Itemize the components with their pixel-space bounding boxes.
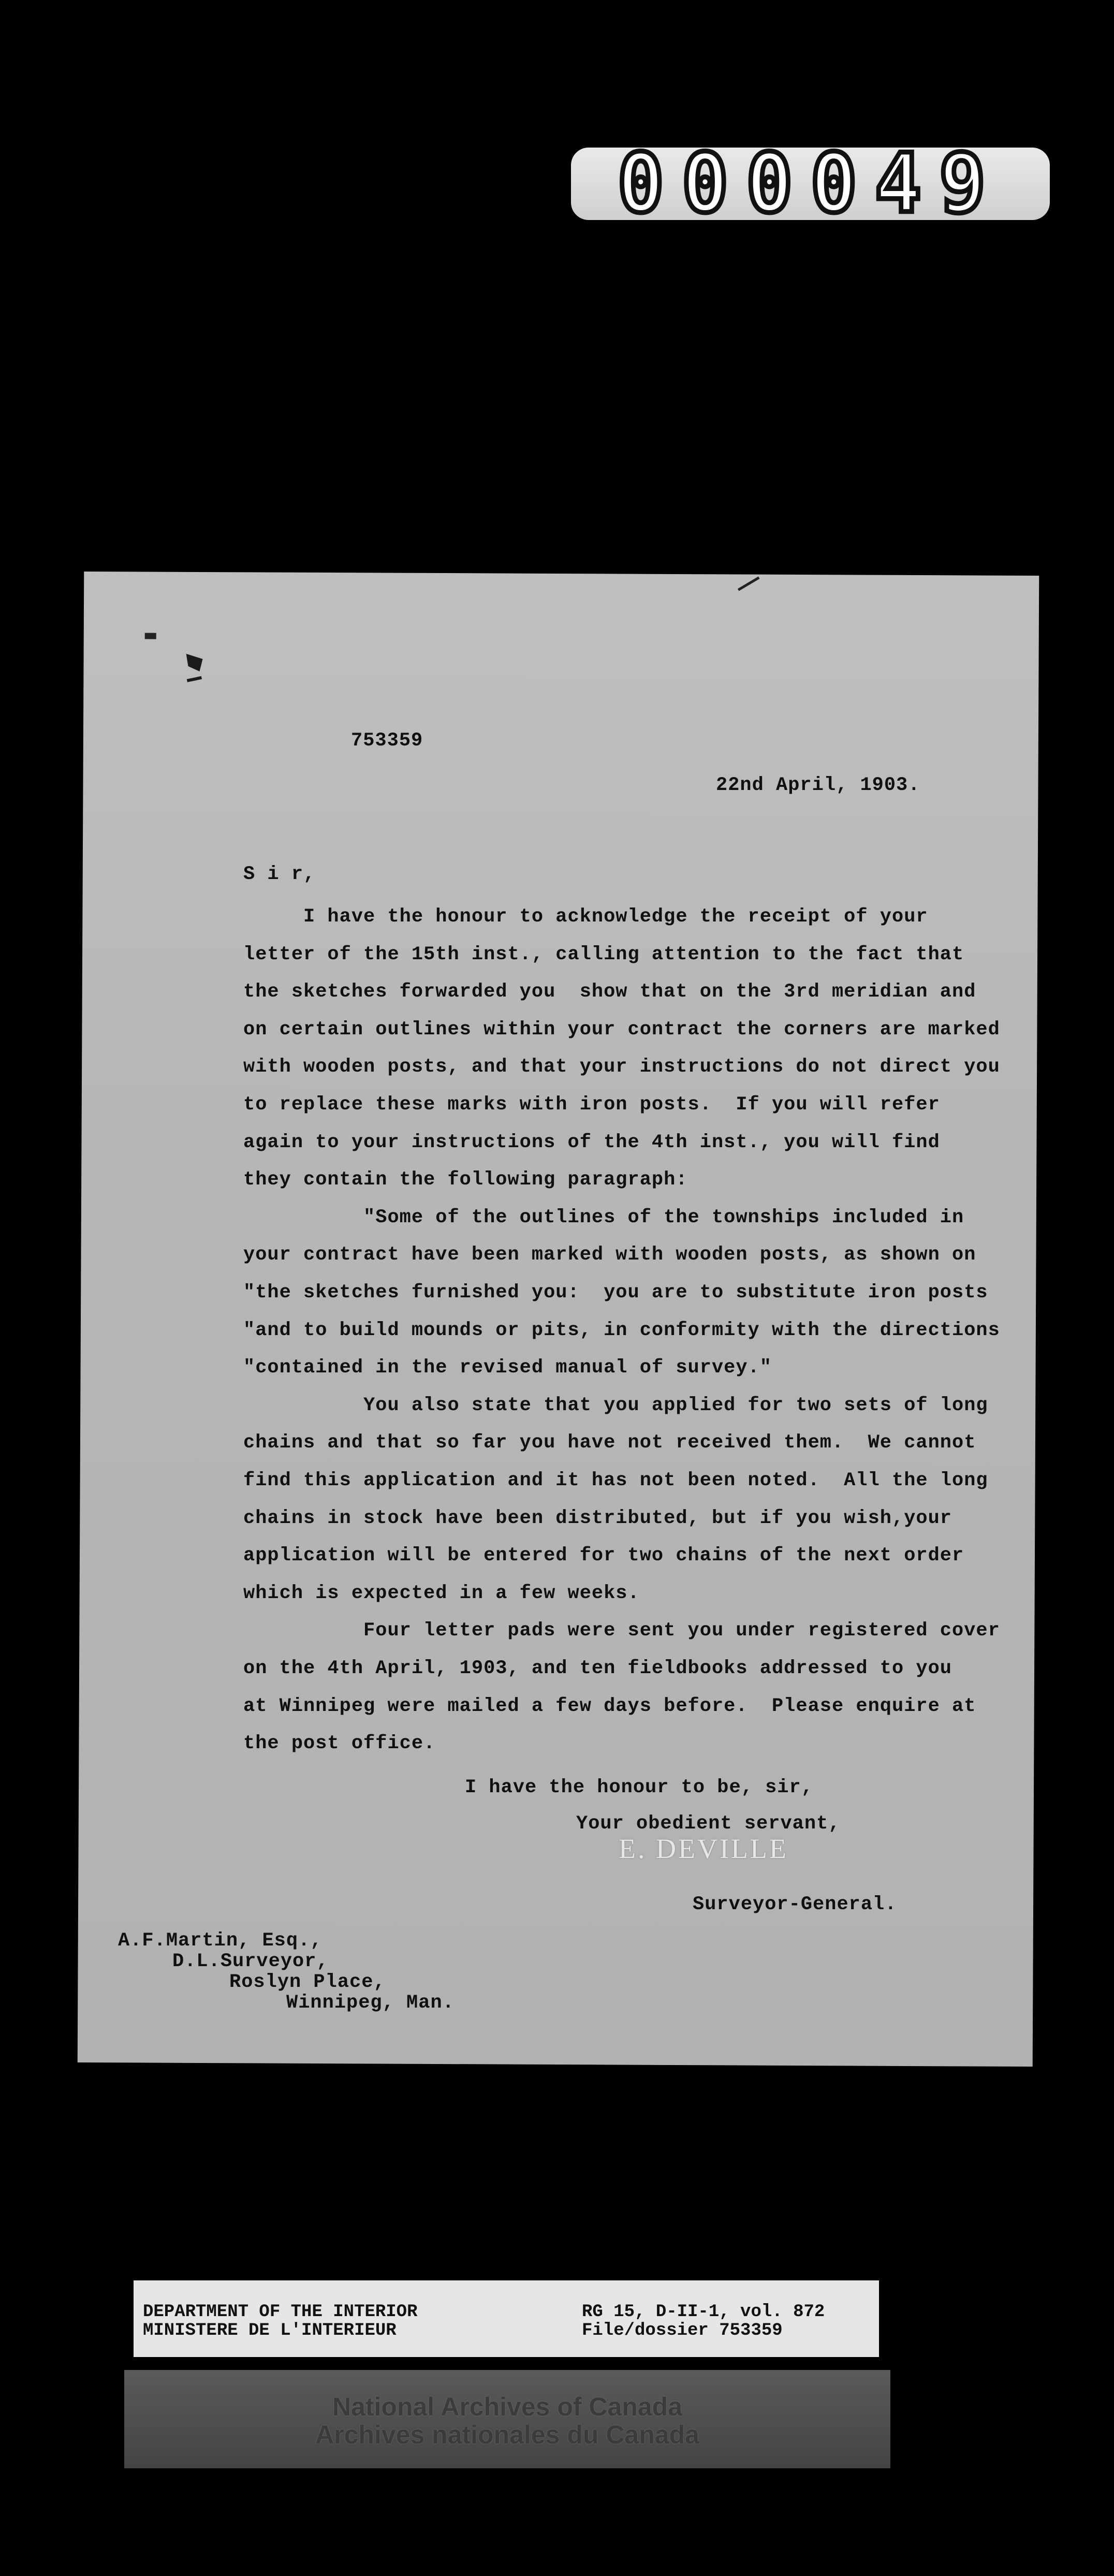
body-line: find this application and it has not been noted. All the long bbox=[243, 1470, 988, 1491]
addressee-city: Winnipeg, Man. bbox=[286, 1992, 455, 2014]
file-dossier-reference: File/dossier 753359 bbox=[582, 2321, 783, 2340]
body-line: which is expected in a few weeks. bbox=[243, 1583, 640, 1604]
archive-label bbox=[134, 2280, 879, 2357]
signatory-title: Surveyor-General. bbox=[693, 1894, 897, 1915]
body-line: chains and that so far you have not received them. We cannot bbox=[243, 1432, 976, 1454]
body-line: they contain the following paragraph: bbox=[243, 1169, 688, 1191]
body-line: "the sketches furnished you: you are to substitute iron posts bbox=[243, 1282, 988, 1304]
body-line: "and to build mounds or pits, in conformity with the directions bbox=[243, 1320, 1000, 1341]
department-english: DEPARTMENT OF THE INTERIOR bbox=[143, 2302, 418, 2322]
archive-stamp bbox=[124, 2370, 890, 2468]
body-line: your contract have been marked with wooden posts, as shown on bbox=[243, 1244, 976, 1266]
closing-line-1: I have the honour to be, sir, bbox=[465, 1777, 813, 1798]
body-line: the post office. bbox=[243, 1733, 436, 1754]
body-line: at Winnipeg were mailed a few days before. Please enquire at bbox=[243, 1695, 976, 1717]
body-line: on the 4th April, 1903, and ten fieldbooks addressed to you bbox=[243, 1658, 952, 1679]
body-line: I have the honour to acknowledge the receipt of your bbox=[243, 906, 928, 928]
archive-name-french: Archives nationales du Canada bbox=[315, 2420, 699, 2449]
body-line: Four letter pads were sent you under registered cover bbox=[243, 1620, 1000, 1642]
body-line: on certain outlines within your contract the corners are marked bbox=[243, 1019, 1000, 1041]
body-line: You also state that you applied for two sets of long bbox=[243, 1395, 988, 1416]
frame-counter bbox=[571, 136, 1050, 231]
archive-name-english: National Archives of Canada bbox=[332, 2392, 683, 2421]
frame-number: 000049 bbox=[617, 136, 1004, 231]
body-line: "contained in the revised manual of survey." bbox=[243, 1357, 772, 1379]
body-line: letter of the 15th inst., calling attention to the fact that bbox=[243, 944, 964, 965]
corner-mark-icon bbox=[733, 574, 764, 595]
body-line: the sketches forwarded you show that on the 3rd meridian and bbox=[243, 981, 976, 1003]
body-line: application will be entered for two chains of the next order bbox=[243, 1545, 964, 1567]
staple-mark-icon bbox=[182, 649, 213, 695]
letter-date: 22nd April, 1903. bbox=[716, 774, 920, 796]
salutation: S i r, bbox=[243, 863, 316, 885]
addressee-street: Roslyn Place, bbox=[229, 1971, 386, 1993]
body-line: chains in stock have been distributed, but if you wish,your bbox=[243, 1507, 952, 1529]
punch-mark-icon bbox=[139, 627, 176, 690]
body-line: with wooden posts, and that your instructions do not direct you bbox=[243, 1056, 1000, 1078]
department-french: MINISTERE DE L'INTERIEUR bbox=[143, 2321, 397, 2340]
body-line: again to your instructions of the 4th inst., you will find bbox=[243, 1132, 940, 1153]
body-line: to replace these marks with iron posts. If you will refer bbox=[243, 1094, 940, 1116]
body-line: "Some of the outlines of the townships included in bbox=[243, 1207, 964, 1228]
addressee-title: D.L.Surveyor, bbox=[172, 1951, 329, 1972]
file-reference: 753359 bbox=[351, 730, 423, 752]
addressee-name: A.F.Martin, Esq., bbox=[118, 1930, 323, 1952]
record-group-reference: RG 15, D-II-1, vol. 872 bbox=[582, 2302, 825, 2322]
closing-line-2: Your obedient servant, bbox=[576, 1813, 841, 1835]
signature-stamp: E. DEVILLE bbox=[619, 1833, 788, 1864]
